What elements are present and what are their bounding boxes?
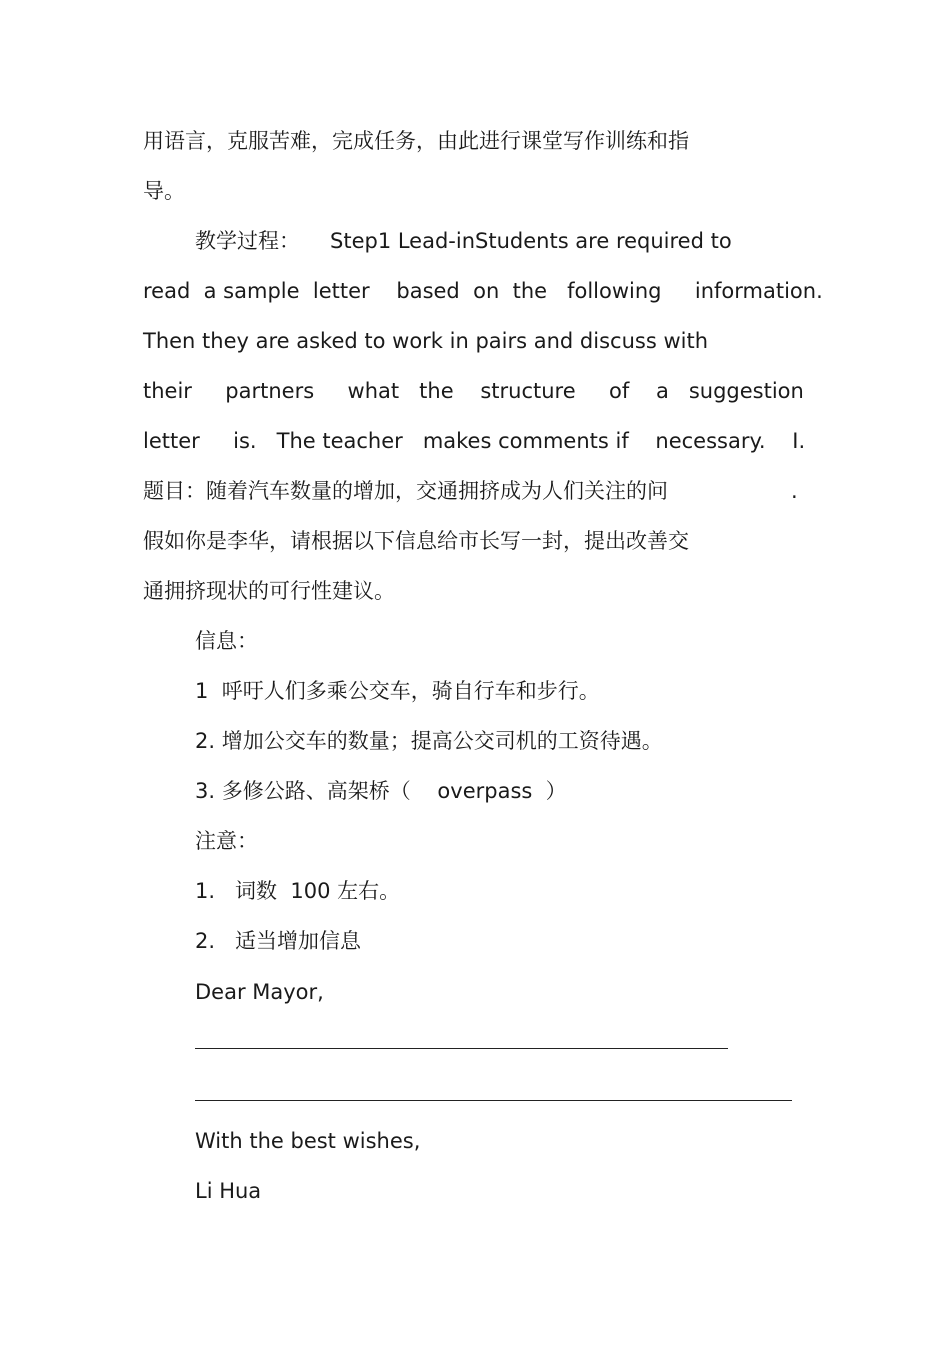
topic-line	[143, 476, 803, 506]
topic-line-end: .	[791, 479, 798, 503]
letter-closing: With the best wishes,	[195, 1129, 421, 1153]
teaching-process-label: 教学过程：	[195, 229, 300, 253]
info-item-1: 1 呼吁人们多乘公交车，骑自行车和步行。	[195, 679, 600, 703]
text-line-2: 导。	[143, 179, 185, 203]
note-item-2: 2. 适当增加信息	[195, 929, 362, 953]
note-item-1: 1. 词数 100 左右。	[195, 879, 401, 903]
text-line-9: 假如你是李华，请根据以下信息给市长写一封，提出改善交	[143, 529, 689, 553]
writing-blank-line-2	[195, 1100, 792, 1101]
writing-blank-line-1	[195, 1048, 728, 1049]
text-line-4: read a sample letter based on the following information.	[143, 279, 823, 303]
teaching-process-line	[195, 226, 732, 256]
letter-salutation: Dear Mayor,	[195, 980, 324, 1004]
info-item-3: 3. 多修公路、高架桥（ overpass ）	[195, 779, 567, 803]
notes-label: 注意：	[195, 829, 258, 853]
text-line-1: 用语言，克服苦难，完成任务，由此进行课堂写作训练和指	[143, 129, 689, 153]
letter-signature: Li Hua	[195, 1179, 262, 1203]
step1-text: Step1 Lead-inStudents are required to	[330, 229, 732, 253]
info-item-2: 2. 增加公交车的数量；提高公交司机的工资待遇。	[195, 729, 663, 753]
info-label: 信息：	[195, 629, 258, 653]
topic-text: 题目：随着汽车数量的增加，交通拥挤成为人们关注的问	[143, 479, 668, 503]
text-line-6: their partners what the structure of a suggestion	[143, 379, 804, 403]
text-line-7: letter is. The teacher makes comments if necessary. Ⅰ.	[143, 429, 806, 453]
text-line-5: Then they are asked to work in pairs and discuss with	[143, 329, 709, 353]
text-line-10: 通拥挤现状的可行性建议。	[143, 579, 395, 603]
